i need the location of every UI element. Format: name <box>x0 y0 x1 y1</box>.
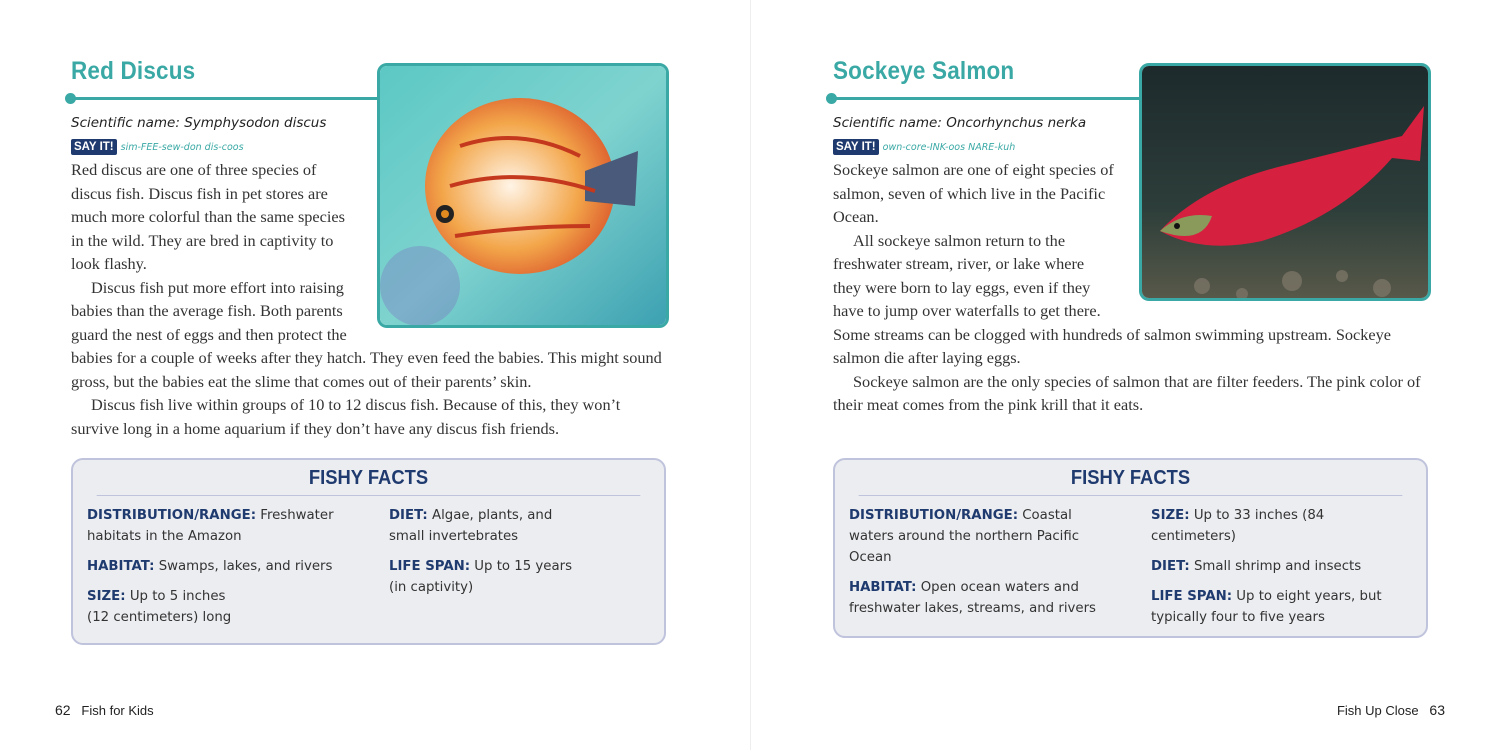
pronunciation: own-core-INK-oos NARE-kuh <box>882 141 1016 153</box>
fact-habitat: HABITAT: Open ocean waters and freshwater lakes, streams, and rivers <box>849 580 1096 616</box>
paragraph: Red discus are one of three species of discus fish. Discus fish in pet stores are much more colorful than the same species in the wild. They are bred in captivity to look flashy. <box>71 160 345 273</box>
scientific-name: Scientific name: Oncorhynchus nerka <box>833 115 1087 131</box>
fact-size: SIZE: Up to 33 inches (84 centimeters) <box>1151 508 1325 544</box>
paragraph: Discus fish put more effort into raising babies than the average fish. Both parents guard the nest of eggs and then protect the babies for a couple of weeks after they hatch. They even feed the babies. This might sound gross, but the babies eat the slime that comes out of their parents’ skin. <box>71 277 662 391</box>
say-it-badge: SAY IT! <box>833 139 879 155</box>
paragraph: All sockeye salmon return to the freshwater stream, river, or lake where they were born to lay eggs, even if they have to jump over waterfalls to get there. Some streams can be clogged with hundreds of salmon swimming upstream. Sockeye salmon die after laying eggs. <box>833 230 1391 367</box>
folio <box>55 702 154 718</box>
facts-title: FISHY FACTS <box>97 460 641 496</box>
fact-size: SIZE: Up to 5 inches (12 centimeters) long <box>87 589 232 625</box>
scientific-name: Scientific name: Symphysodon discus <box>71 115 327 131</box>
page-title: Red Discus <box>71 57 196 85</box>
pronunciation: sim-FEE-sew-don dis-coos <box>120 141 244 153</box>
title-rule <box>70 97 380 100</box>
fact-distribution: DISTRIBUTION/RANGE: Coastal waters around the northern Pacific Ocean <box>849 508 1080 565</box>
running-head: Fish for Kids <box>81 703 154 718</box>
running-head: Fish Up Close <box>1336 703 1419 718</box>
fishy-facts-box <box>71 458 666 645</box>
fact-diet: DIET: Small shrimp and insects <box>1151 559 1362 574</box>
right-page <box>750 0 1500 750</box>
fishy-facts-box <box>833 458 1428 638</box>
red-discus-photo <box>377 63 669 328</box>
fact-diet: DIET: Algae, plants, and small invertebrates <box>389 508 553 544</box>
say-it <box>71 139 244 155</box>
fact-life-span: LIFE SPAN: Up to eight years, but typically four to five years <box>1151 589 1382 625</box>
page-number: 62 <box>55 702 71 718</box>
fact-distribution: DISTRIBUTION/RANGE: Freshwater habitats in the Amazon <box>87 508 334 544</box>
say-it-badge: SAY IT! <box>71 139 117 155</box>
fact-habitat: HABITAT: Swamps, lakes, and rivers <box>87 559 333 574</box>
page-number: 63 <box>1429 702 1445 718</box>
title-rule <box>831 97 1141 100</box>
folio <box>1337 702 1445 718</box>
say-it <box>833 139 1015 155</box>
paragraph: Discus fish live within groups of 10 to 12 discus fish. Because of this, they won’t survive long in a home aquarium if they don’t have any discus fish friends. <box>71 395 621 438</box>
paragraph: Sockeye salmon are one of eight species of salmon, seven of which live in the Pacific Ocean. <box>833 160 1114 226</box>
fact-life-span: LIFE SPAN: Up to 15 years (in captivity) <box>389 559 573 595</box>
facts-title: FISHY FACTS <box>859 460 1403 496</box>
sockeye-salmon-photo <box>1139 63 1431 301</box>
paragraph: Sockeye salmon are the only species of salmon that are filter feeders. The pink color of their meat comes from the pink krill that it eats. <box>833 371 1421 414</box>
page-title: Sockeye Salmon <box>833 57 1015 85</box>
